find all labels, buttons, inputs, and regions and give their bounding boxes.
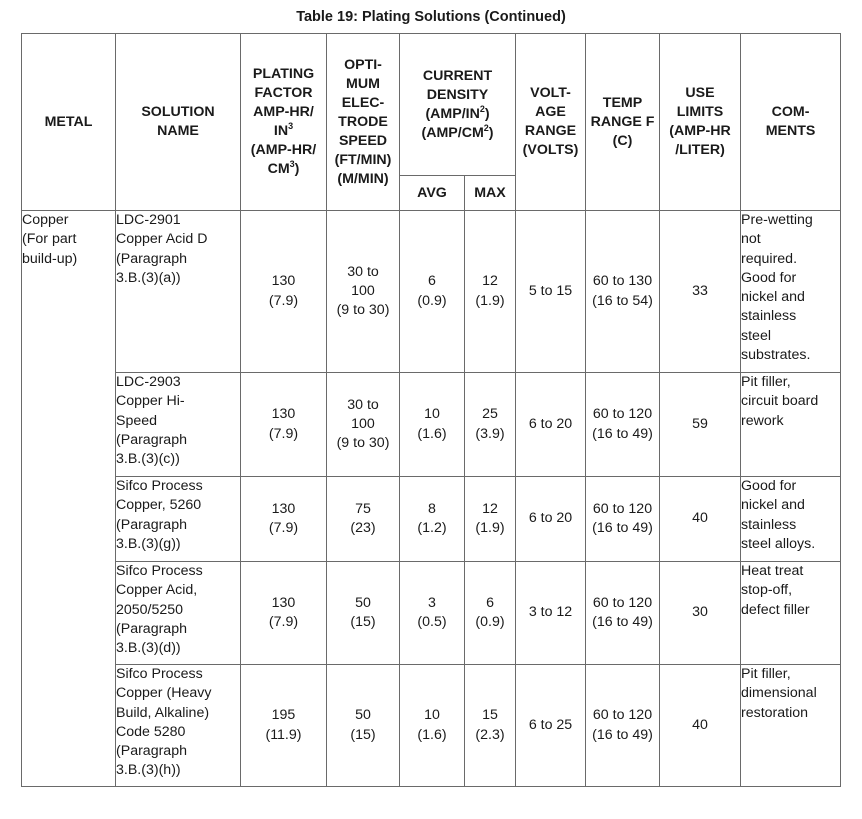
header-electrode-speed: OPTI- MUM ELEC- TRODE SPEED (FT/MIN) (M/MIN) xyxy=(327,34,400,211)
temp-range-cell: 60 to 120 (16 to 49) xyxy=(586,665,660,787)
use-limits-cell: 40 xyxy=(660,665,741,787)
header-plating-factor: PLATING FACTOR AMP-HR/ $IN^3$ (AMP-HR/ $CM^3$) xyxy=(241,34,327,211)
table-row xyxy=(22,562,841,665)
table-row xyxy=(22,477,841,562)
voltage-range-cell: 3 to 12 xyxy=(516,562,586,665)
header-use-limits: USE LIMITS (AMP-HR /LITER) xyxy=(660,34,741,211)
comments-cell: Pre-wetting not required. Good for nickel and stainless steel substrates. xyxy=(741,211,841,373)
table-row xyxy=(22,211,841,373)
use-limits-cell: 30 xyxy=(660,562,741,665)
header-max: MAX xyxy=(465,176,516,211)
use-limits-cell: 33 xyxy=(660,211,741,373)
comments-cell: Good for nickel and stainless steel alloys. xyxy=(741,477,841,562)
plating-factor-cell: 130 (7.9) xyxy=(241,562,327,665)
voltage-range-cell: 5 to 15 xyxy=(516,211,586,373)
temp-range-cell: 60 to 120 (16 to 49) xyxy=(586,562,660,665)
table-title: Table 19: Plating Solutions (Continued) xyxy=(296,9,566,25)
comments-cell: Heat treat stop-off, defect filler xyxy=(741,562,841,665)
current-max-cell: 12 (1.9) xyxy=(465,477,516,562)
voltage-range-cell: 6 to 20 xyxy=(516,373,586,477)
electrode-speed-cell: 30 to 100 (9 to 30) xyxy=(327,211,400,373)
plating-factor-cell: 130 (7.9) xyxy=(241,373,327,477)
electrode-speed-cell: 50 (15) xyxy=(327,665,400,787)
plating-factor-cell: 130 (7.9) xyxy=(241,477,327,562)
temp-range-cell: 60 to 120 (16 to 49) xyxy=(586,477,660,562)
solution-name-cell: LDC-2901 Copper Acid D (Paragraph 3.B.(3)(a)) xyxy=(116,211,241,373)
comments-cell: Pit filler, dimensional restoration xyxy=(741,665,841,787)
plating-factor-cell: 130 (7.9) xyxy=(241,211,327,373)
current-avg-cell: 10 (1.6) xyxy=(400,373,465,477)
voltage-range-cell: 6 to 20 xyxy=(516,477,586,562)
temp-range-cell: 60 to 120 (16 to 49) xyxy=(586,373,660,477)
use-limits-cell: 40 xyxy=(660,477,741,562)
current-max-cell: 25 (3.9) xyxy=(465,373,516,477)
solution-name-cell: LDC-2903 Copper Hi- Speed (Paragraph 3.B.(3)(c)) xyxy=(116,373,241,477)
current-avg-cell: 6 (0.9) xyxy=(400,211,465,373)
use-limits-cell: 59 xyxy=(660,373,741,477)
comments-cell: Pit filler, circuit board rework xyxy=(741,373,841,477)
current-avg-cell: 10 (1.6) xyxy=(400,665,465,787)
header-current-density: CURRENT DENSITY $(AMP/IN^2)$ $(AMP/CM^2)$ xyxy=(400,34,516,176)
plating-solutions-table xyxy=(21,33,841,787)
table-row xyxy=(22,665,841,787)
header-metal: METAL xyxy=(22,34,116,211)
current-avg-cell: 3 (0.5) xyxy=(400,562,465,665)
voltage-range-cell: 6 to 25 xyxy=(516,665,586,787)
header-solution-name: SOLUTION NAME xyxy=(116,34,241,211)
header-temp-range: TEMP RANGE F (C) xyxy=(586,34,660,211)
current-max-cell: 12 (1.9) xyxy=(465,211,516,373)
header-comments: COM- MENTS xyxy=(741,34,841,211)
solution-name-cell: Sifco Process Copper, 5260 (Paragraph 3.B.(3)(g)) xyxy=(116,477,241,562)
temp-range-cell: 60 to 130 (16 to 54) xyxy=(586,211,660,373)
electrode-speed-cell: 50 (15) xyxy=(327,562,400,665)
plating-factor-cell: 195 (11.9) xyxy=(241,665,327,787)
current-max-cell: 6 (0.9) xyxy=(465,562,516,665)
electrode-speed-cell: 30 to 100 (9 to 30) xyxy=(327,373,400,477)
metal-cell: Copper (For part build-up) xyxy=(22,211,116,787)
electrode-speed-cell: 75 (23) xyxy=(327,477,400,562)
header-voltage-range: VOLT- AGE RANGE (VOLTS) xyxy=(516,34,586,211)
current-avg-cell: 8 (1.2) xyxy=(400,477,465,562)
table-row xyxy=(22,373,841,477)
solution-name-cell: Sifco Process Copper Acid, 2050/5250 (Paragraph 3.B.(3)(d)) xyxy=(116,562,241,665)
solution-name-cell: Sifco Process Copper (Heavy Build, Alkaline) Code 5280 (Paragraph 3.B.(3)(h)) xyxy=(116,665,241,787)
header-avg: AVG xyxy=(400,176,465,211)
current-max-cell: 15 (2.3) xyxy=(465,665,516,787)
